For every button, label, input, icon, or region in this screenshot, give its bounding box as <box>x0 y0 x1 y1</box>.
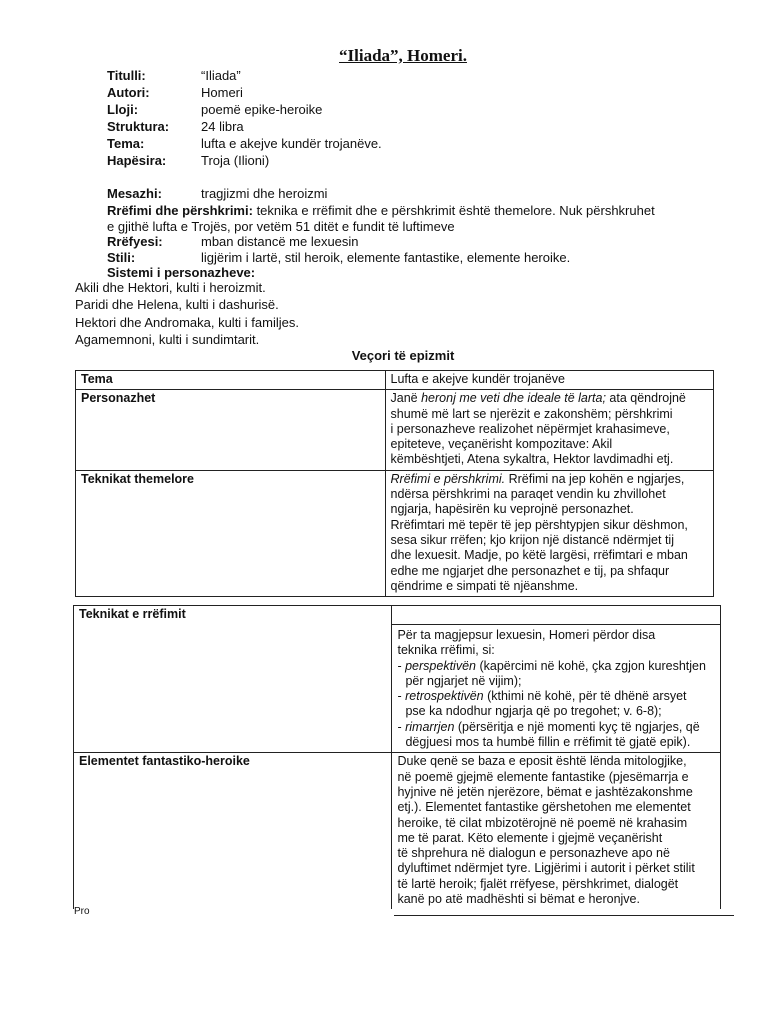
list-item <box>397 659 706 673</box>
text-line: heroike, të cilat mbizotërojnë në poemë në krahasim <box>397 815 688 830</box>
emphasis-text: perspektivën <box>405 658 476 673</box>
emphasis-text: retrospektivën <box>405 689 484 704</box>
list-item <box>397 720 699 734</box>
text-line: qëndrime e simpati të njëanshme. <box>390 578 579 593</box>
text-line: të lartë heroik; fjalët rrëfyese, përshkrimet, dialogët <box>397 876 679 891</box>
text-line: epiteteve, veçanërisht kompozitave: Akil <box>390 437 613 452</box>
table-title: Veçori të epizmit <box>351 348 455 363</box>
table-row <box>74 606 721 625</box>
table-row <box>76 470 714 596</box>
features-table-2 <box>73 605 721 909</box>
row-value-rrefimi <box>392 625 721 753</box>
row-label-teknikat: Teknikat themelore <box>76 470 386 596</box>
text-line: këmbështjeti, Atena sykaltra, Hektor lavdimadhi etj. <box>390 452 674 467</box>
meta-value-struktura: 24 libra <box>201 119 244 134</box>
meta-label-lloji: Lloji: <box>107 102 139 117</box>
meta-label-autori: Autori: <box>107 85 150 100</box>
text-line: dëgjuesi mos ta humbë fillin e rrëfimit të gjatë epik). <box>405 735 691 750</box>
stili-label: Stili: <box>107 250 136 265</box>
text-line: i personazheve realizohet nëpërmjet krahasimeve, <box>390 421 670 436</box>
text-line: teknika rrëfimi, si: <box>397 643 495 658</box>
emphasis-text: Rrëfimi e përshkrimi. <box>390 471 506 486</box>
empty-cell <box>392 606 721 625</box>
dash: - <box>397 658 406 673</box>
sistemi-label: Sistemi i personazheve: <box>107 265 256 280</box>
stili-value: ligjërim i lartë, stil heroik, elemente fantastike, elemente heroike. <box>201 250 571 265</box>
meta-label-tema: Tema: <box>107 136 145 151</box>
rrefimi-line1 <box>107 202 655 219</box>
meta-label-hapesira: Hapësira: <box>107 153 167 168</box>
table-row <box>76 371 714 390</box>
row-value-teknikat <box>385 470 713 596</box>
mesazhi-label: Mesazhi: <box>107 186 162 201</box>
dash: - <box>397 719 406 734</box>
character-line: Agamemnoni, kulti i sundimtarit. <box>75 332 260 347</box>
rrefimi-label: Rrëfimi dhe përshkrimi: <box>107 203 253 218</box>
meta-value-lloji: poemë epike-heroike <box>201 102 323 117</box>
row-label-tema: Tema <box>76 371 386 390</box>
text-line: ngjarja, hapësirën ku veprojnë personazhet. <box>390 502 634 517</box>
features-table-1 <box>75 370 714 597</box>
list-item <box>397 689 686 703</box>
rrefyesi-label: Rrëfyesi: <box>107 234 163 249</box>
character-line: Paridi dhe Helena, kulti i dashurisë. <box>75 297 279 312</box>
text-line: Duke qenë se baza e eposit është lënda mitologjike, <box>397 754 687 769</box>
emphasis-text: rimarrjen <box>405 719 455 734</box>
text-line: në poemë gjejmë elemente fantastike (pjesëmarrja e <box>397 769 689 784</box>
rrefyesi-value: mban distancë me lexuesin <box>201 234 359 249</box>
meta-value-tema: lufta e akejve kundër trojanëve. <box>201 136 382 151</box>
character-line: Hektori dhe Andromaka, kulti i familjes. <box>75 315 299 330</box>
rrefimi-value: teknika e rrëfimit dhe e përshkrimit është themelore. Nuk përshkruhet <box>256 203 655 218</box>
text-line: me të parat. Këto elemente i gjejmë veçanërisht <box>397 830 663 845</box>
text-fragment: (kapërcimi në kohë, çka zgjon kureshtjen <box>475 658 706 673</box>
text-line: kanë po atë madhështi si bëmat e heronjve. <box>397 892 640 907</box>
footer-rule <box>394 915 734 916</box>
text-line: sesa sikur rrëfen; kjo krijon një distancë ndërmjet tij <box>390 532 674 547</box>
text-line: Rrëfimtari më tepër të jep përshtypjen sikur dëshmon, <box>390 517 688 532</box>
row-value-fantastiko <box>392 753 721 909</box>
text-line: ndërsa përshkrimi na paraqet vendin ku zhvillohet <box>390 487 666 502</box>
character-line: Akili dhe Hektori, kulti i heroizmit. <box>75 280 266 295</box>
text-line: dyluftimet ndërmjet tyre. Ligjërimi i autorit i përket stilit <box>397 861 695 876</box>
dash: - <box>397 689 406 704</box>
text-fragment: Janë <box>390 391 422 406</box>
table-row <box>76 390 714 470</box>
row-label-rrefimi: Teknikat e rrëfimit <box>74 606 392 753</box>
text-line: të shprehura në dialogun e personazheve apo në <box>397 846 670 861</box>
meta-value-autori: Homeri <box>201 85 243 100</box>
text-line: edhe me ngjarjet dhe personazhet e tij, pa shfaqur <box>390 563 670 578</box>
meta-label-struktura: Struktura: <box>107 119 170 134</box>
text-line: dhe lexuesit. Madje, po këtë largësi, rrëfimtari e mban <box>390 548 688 563</box>
text-line: hyjnive në jetën njerëzore, bëmat e jashtëzakonshme <box>397 784 693 799</box>
emphasis-text: heronj me veti dhe ideale të larta; <box>421 391 606 406</box>
text-line: për ngjarjet në vijim); <box>405 673 522 688</box>
text-fragment: (kthimi në kohë, për të dhënë arsyet <box>483 689 687 704</box>
row-value-personazhet <box>385 390 713 470</box>
mesazhi-value: tragjizmi dhe heroizmi <box>201 186 328 201</box>
meta-label-titulli: Titulli: <box>107 68 146 83</box>
meta-value-hapesira: Troja (Ilioni) <box>201 153 270 168</box>
table-row <box>74 753 721 909</box>
rrefimi-line2: e gjithë lufta e Trojës, por vetëm 51 ditët e fundit të luftimeve <box>107 219 455 234</box>
text-line: shumë më lart se njerëzit e zakonshëm; përshkrimi <box>390 406 673 421</box>
text-fragment: ata qëndrojnë <box>605 391 686 406</box>
meta-value-titulli: “Iliada” <box>201 68 241 83</box>
text-line: Për ta magjepsur lexuesin, Homeri përdor disa <box>397 628 656 642</box>
row-label-personazhet: Personazhet <box>76 390 386 470</box>
row-label-fantastiko: Elementet fantastiko-heroike <box>74 753 392 909</box>
text-line: pse ka ndodhur ngjarja që po tregohet; v. 6-8); <box>405 704 662 719</box>
text-fragment: Rrëfimi na jep kohën e ngjarjes, <box>505 471 685 486</box>
text-fragment: (përsëritja e një momenti kyç të ngjarjes, që <box>454 719 700 734</box>
row-value-tema: Lufta e akejve kundër trojanëve <box>385 371 713 390</box>
footer-text: Pro <box>74 906 90 917</box>
text-line: etj.). Elementet fantastike gërshetohen me elementet <box>397 800 691 815</box>
page-title: “Iliada”, Homeri. <box>339 46 467 65</box>
